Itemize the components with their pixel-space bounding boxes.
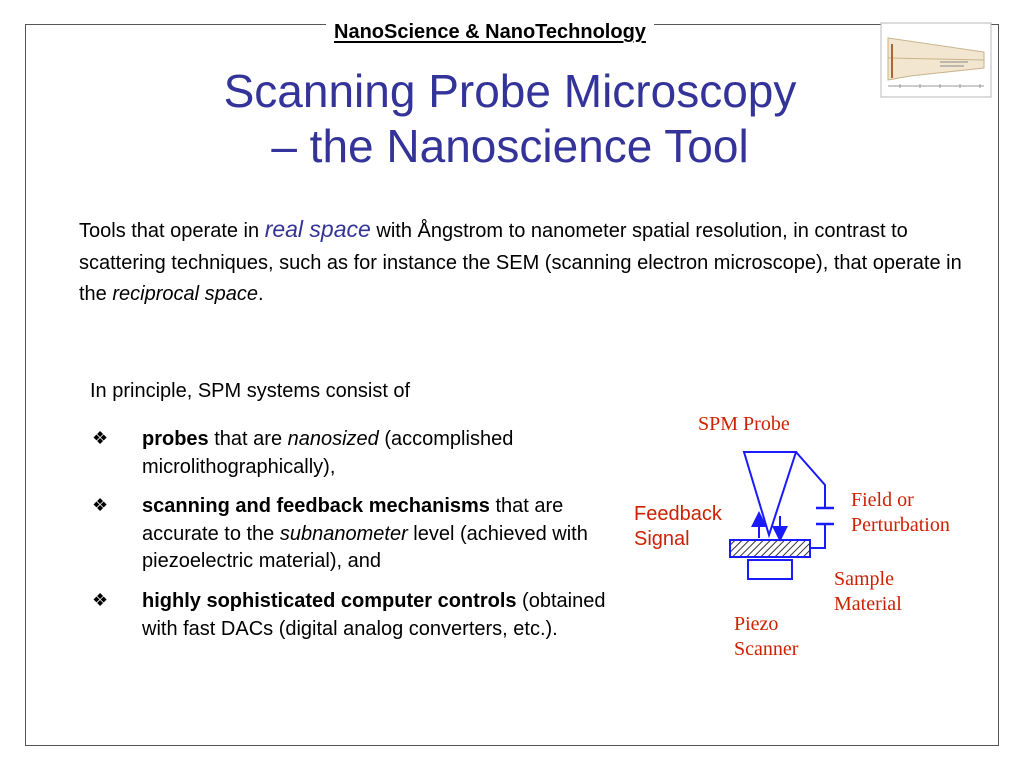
- principle-heading: In principle, SPM systems consist of: [90, 380, 411, 402]
- bullet-list: [90, 426, 630, 655]
- title-line-1: Scanning Probe Microscopy: [223, 65, 797, 117]
- sample-material: [730, 540, 810, 557]
- bullet-item-controls: [90, 588, 630, 643]
- diamond-bullet-icon: ❖: [92, 428, 109, 448]
- label-piezo-scanner: [734, 612, 798, 662]
- label-field-line-2: Perturbation: [851, 514, 950, 536]
- bullet-item-probes: [90, 426, 630, 481]
- label-piezo-line-1: Piezo: [734, 613, 779, 635]
- label-feedback-signal: [634, 502, 722, 552]
- bullet-text: (accomplished microlithographically),: [142, 428, 514, 478]
- intro-text-3: .: [257, 282, 264, 305]
- bullet-bold: scanning and feedback mechanisms: [142, 495, 490, 518]
- label-piezo-line-2: Scanner: [734, 638, 799, 660]
- intro-real-space: real space: [264, 216, 371, 242]
- bullet-italic: subnanometer: [279, 522, 408, 545]
- spm-diagram: [620, 400, 1000, 700]
- bullet-italic: nanosized: [287, 428, 379, 450]
- field-wire-bottom: [811, 524, 825, 548]
- diamond-bullet-icon: ❖: [92, 495, 109, 516]
- label-sample-line-1: Sample: [834, 568, 894, 590]
- title-line-2: – the Nanoscience Tool: [271, 120, 749, 173]
- label-spm-probe: SPM Probe: [698, 413, 790, 435]
- intro-reciprocal-space: reciprocal space: [112, 282, 258, 305]
- bullet-text: (obtained with fast DACs (digital analog converters, etc.).: [142, 589, 606, 640]
- intro-text-2: with Ångstrom to nanometer spatial resolution, in contrast to scattering techniques, such as for instance the SEM (scanning electron microscope), that operate in the: [79, 220, 962, 305]
- probe-tip: [744, 452, 796, 535]
- label-field-line-1: Field or: [851, 489, 914, 511]
- label-feedback-line-2: Signal: [634, 528, 690, 550]
- bullet-text: that are: [208, 428, 288, 450]
- label-sample-material: [834, 567, 902, 617]
- piezo-scanner: [748, 560, 792, 579]
- label-sample-line-2: Material: [834, 593, 902, 615]
- slide-title: [100, 64, 920, 174]
- header-label: NanoScience & NanoTechnology: [326, 21, 654, 44]
- label-feedback-line-1: Feedback: [634, 503, 722, 525]
- intro-paragraph: [79, 212, 989, 310]
- label-field-perturbation: [851, 488, 950, 538]
- bullet-item-scanning: [90, 493, 630, 576]
- bullet-bold: highly sophisticated computer controls: [142, 589, 517, 612]
- field-wire-top: [796, 452, 825, 508]
- bullet-bold: probes: [142, 428, 209, 450]
- bullet-text: that are accurate to the: [142, 495, 564, 545]
- intro-text-1: Tools that operate in: [79, 220, 265, 242]
- bullet-text: level (achieved with piezoelectric material), and: [142, 522, 588, 573]
- diamond-bullet-icon: ❖: [92, 589, 109, 610]
